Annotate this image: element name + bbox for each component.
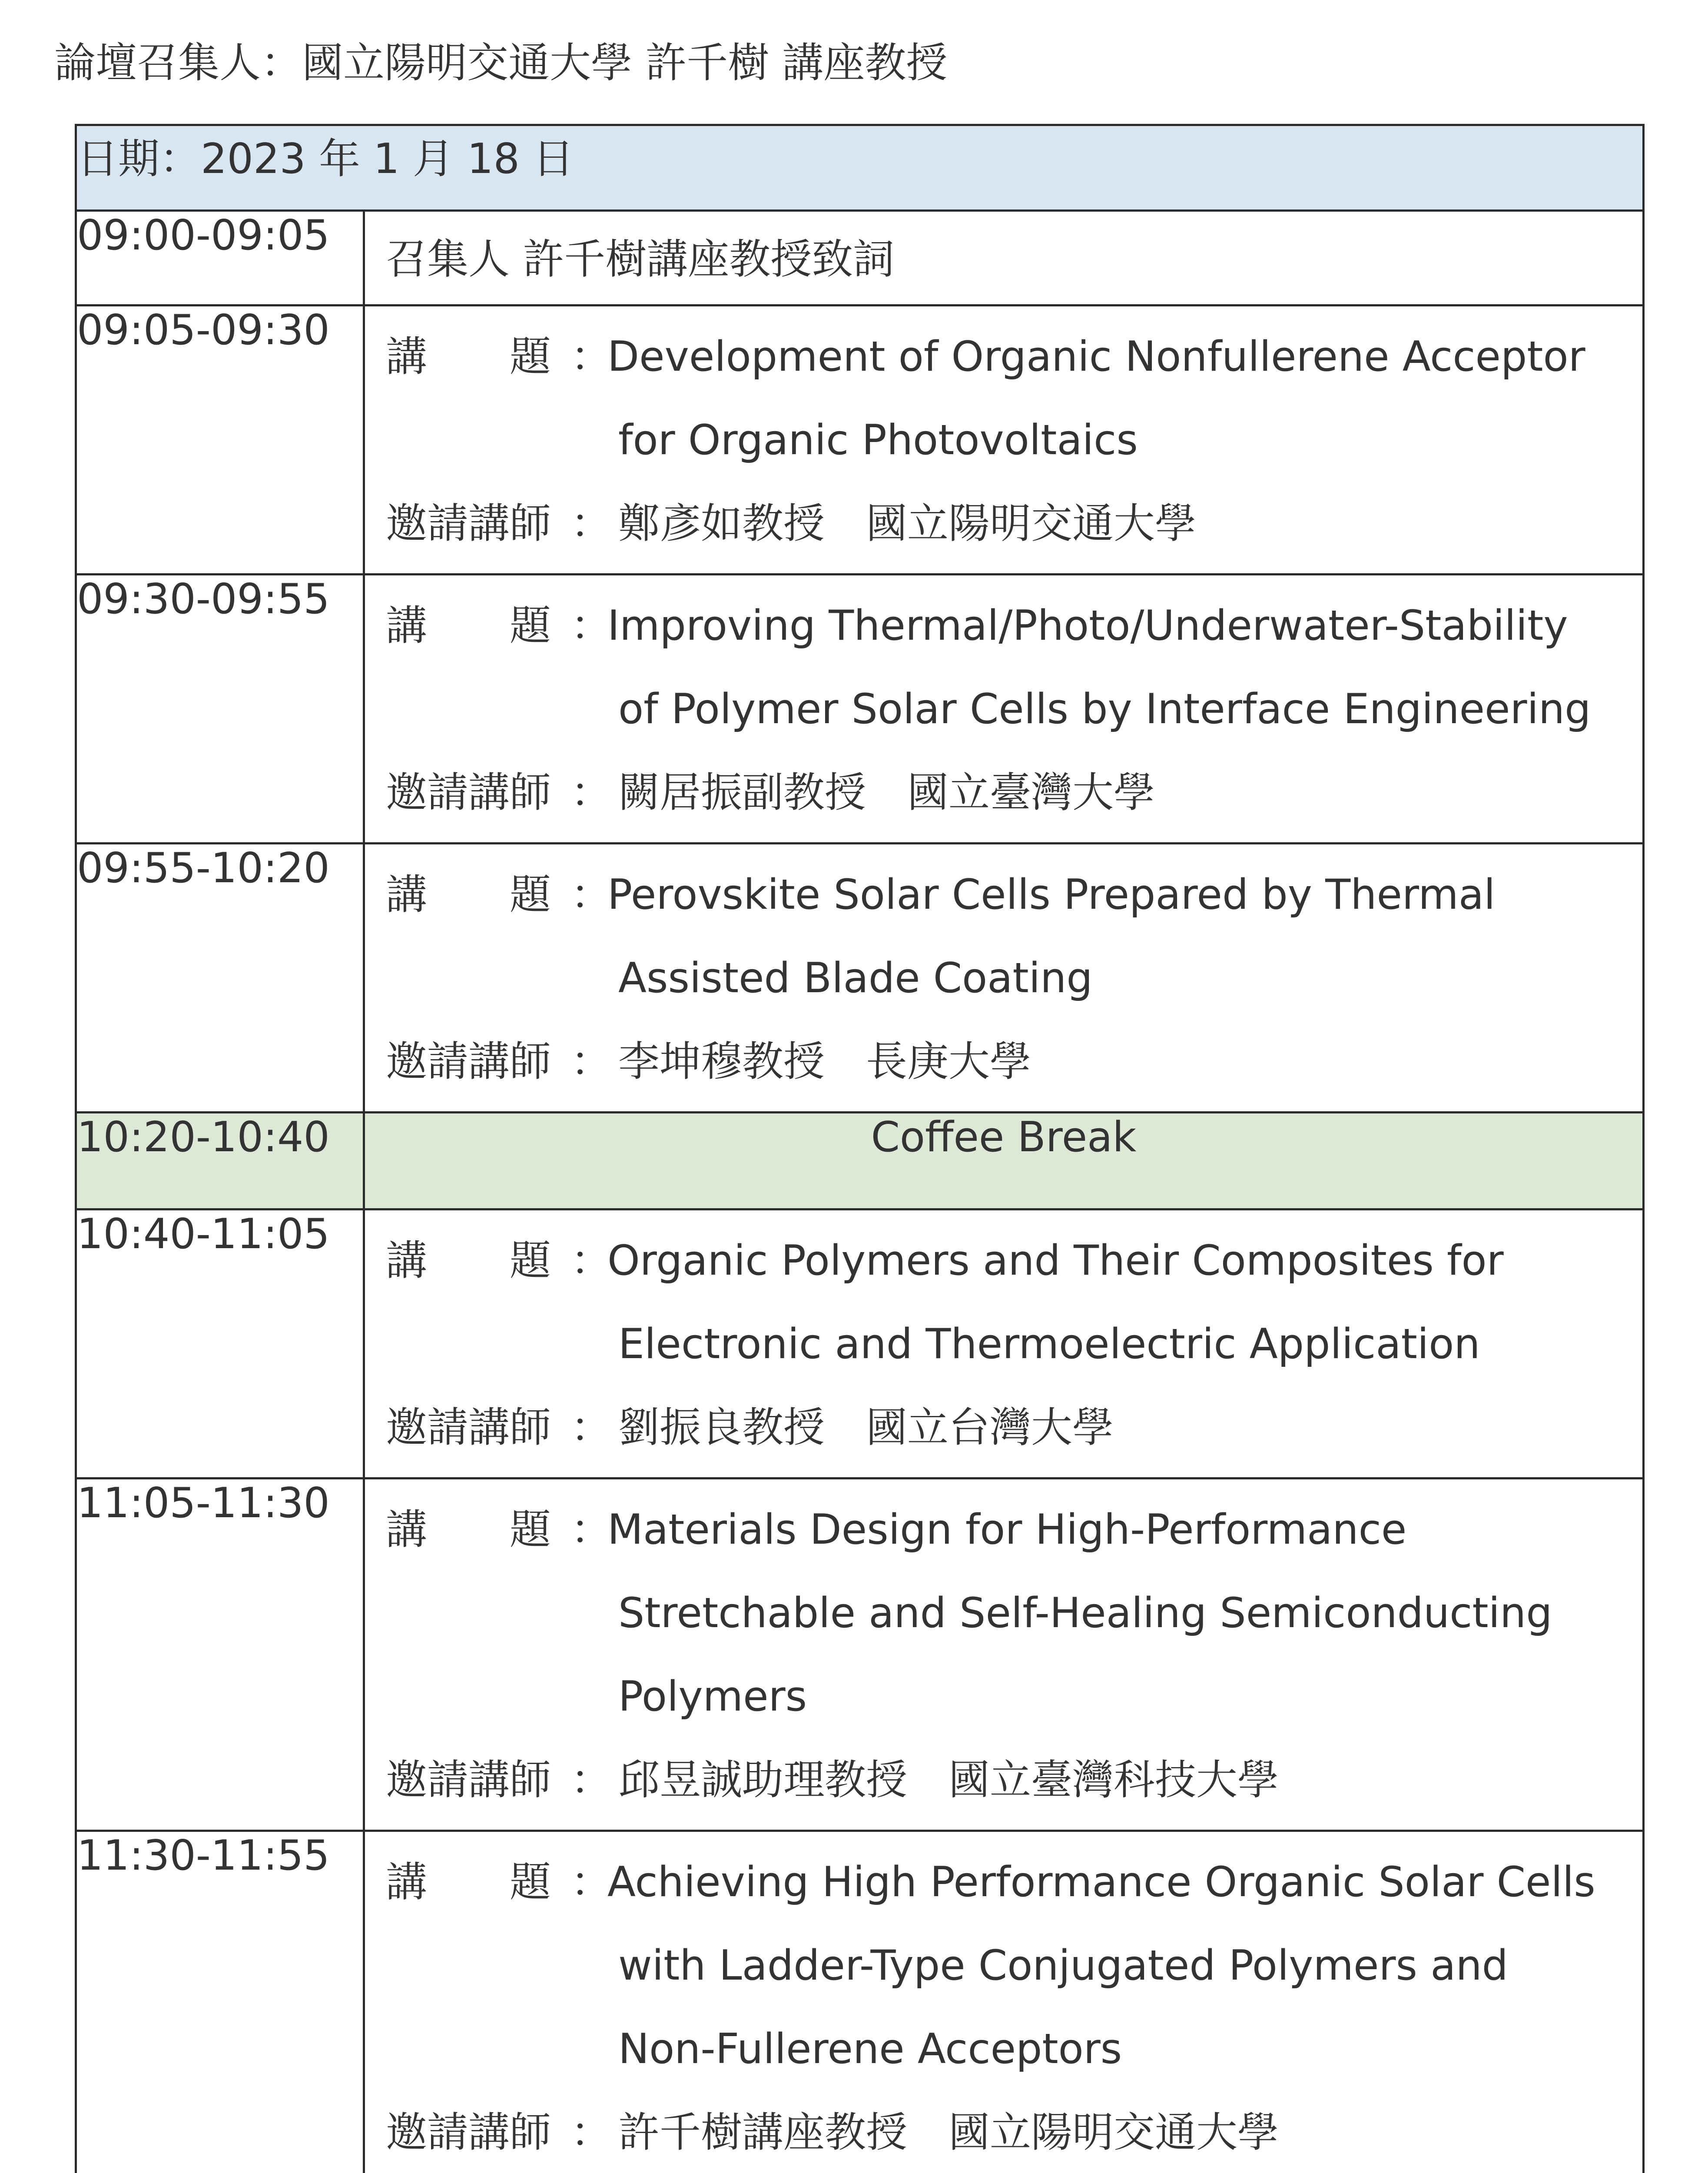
topic-line	[386, 853, 1642, 1020]
colon: ：	[570, 1506, 612, 1554]
colon: ：	[570, 1038, 612, 1086]
topic-label: 講 題	[386, 871, 551, 919]
talk-title-line: Materials Design for High-Performance	[607, 1506, 1407, 1554]
session-time: 10:20-10:40	[76, 1113, 364, 1209]
talk-title-line: Organic Polymers and Their Composites for	[607, 1237, 1504, 1285]
session-row	[76, 1479, 1644, 1831]
speaker-label: 邀請講師	[386, 1038, 551, 1086]
session-details	[364, 575, 1644, 844]
talk-title-line: for Organic Photovoltaics	[618, 416, 1138, 464]
session-text: 召集人 許千樹講座教授致詞	[364, 211, 1644, 306]
session-details	[364, 1479, 1644, 1831]
coffee-break-label: Coffee Break	[364, 1113, 1644, 1209]
colon: ：	[570, 602, 612, 650]
speaker-name: 闕居振副教授 國立臺灣大學	[618, 769, 1155, 817]
coffee-break-row	[76, 1113, 1644, 1209]
talk-title-line: Polymers	[618, 1673, 807, 1721]
talk-title	[607, 584, 1642, 751]
speaker-name: 劉振良教授 國立台灣大學	[618, 1404, 1114, 1452]
colon: ：	[570, 2109, 612, 2156]
convener-header: 論壇召集人：國立陽明交通大學 許千樹 講座教授	[54, 39, 948, 87]
topic-label: 講 題	[386, 333, 551, 381]
speaker-line	[386, 1386, 1642, 1469]
speaker-label: 邀請講師	[386, 1404, 551, 1452]
talk-title	[607, 1841, 1642, 2091]
talk-title-line: Electronic and Thermoelectric Application	[618, 1320, 1480, 1368]
agenda-table	[75, 124, 1645, 2173]
talk-title-line: Non-Fullerene Acceptors	[618, 2025, 1122, 2073]
session-time: 09:00-09:05	[76, 211, 364, 306]
topic-label: 講 題	[386, 1858, 551, 1906]
speaker-name: 鄭彥如教授 國立陽明交通大學	[618, 500, 1197, 548]
session-details	[364, 306, 1644, 575]
topic-line	[386, 1488, 1642, 1738]
colon: ：	[570, 1858, 612, 1906]
date-label: 日期：2023 年 1 月 18 日	[76, 125, 1644, 211]
topic-label: 講 題	[386, 1237, 551, 1285]
topic-line	[386, 1219, 1642, 1386]
talk-title-line: Improving Thermal/Photo/Underwater-Stability	[607, 602, 1568, 650]
talk-title	[607, 1219, 1642, 1386]
session-time: 09:30-09:55	[76, 575, 364, 844]
session-details	[364, 1831, 1644, 2173]
session-time: 09:55-10:20	[76, 844, 364, 1113]
colon: ：	[570, 333, 612, 381]
session-row	[76, 844, 1644, 1113]
talk-title-line: Assisted Blade Coating	[618, 954, 1093, 1002]
session-row	[76, 306, 1644, 575]
speaker-label: 邀請講師	[386, 500, 551, 548]
colon: ：	[570, 1404, 612, 1452]
topic-line	[386, 1841, 1642, 2091]
session-row-opening	[76, 211, 1644, 306]
talk-title	[607, 853, 1642, 1020]
speaker-name: 李坤穆教授 長庚大學	[618, 1038, 1031, 1086]
session-time: 11:05-11:30	[76, 1479, 364, 1831]
session-details	[364, 1209, 1644, 1479]
topic-label: 講 題	[386, 602, 551, 650]
speaker-label: 邀請講師	[386, 769, 551, 817]
speaker-line	[386, 482, 1642, 565]
speaker-label: 邀請講師	[386, 1756, 551, 1804]
speaker-line	[386, 2091, 1642, 2173]
talk-title-line: Development of Organic Nonfullerene Acceptor	[607, 333, 1585, 381]
talk-title	[607, 1488, 1642, 1738]
talk-title-line: Stretchable and Self-Healing Semiconducting	[618, 1589, 1552, 1637]
session-row	[76, 575, 1644, 844]
colon: ：	[570, 769, 612, 817]
talk-title-line: of Polymer Solar Cells by Interface Engineering	[618, 685, 1591, 733]
speaker-line	[386, 751, 1642, 834]
speaker-label: 邀請講師	[386, 2109, 551, 2156]
topic-line	[386, 584, 1642, 751]
talk-title	[607, 315, 1642, 482]
session-row	[76, 1209, 1644, 1479]
session-details	[364, 844, 1644, 1113]
date-row	[76, 125, 1644, 211]
speaker-line	[386, 1738, 1642, 1822]
session-time: 09:05-09:30	[76, 306, 364, 575]
colon: ：	[570, 1237, 612, 1285]
speaker-name: 許千樹講座教授 國立陽明交通大學	[618, 2109, 1279, 2156]
session-row	[76, 1831, 1644, 2173]
talk-title-line: Achieving High Performance Organic Solar Cells	[607, 1858, 1595, 1906]
colon: ：	[570, 871, 612, 919]
colon: ：	[570, 500, 612, 548]
talk-title-line: Perovskite Solar Cells Prepared by Thermal	[607, 871, 1496, 919]
talk-title-line: with Ladder-Type Conjugated Polymers and	[618, 1942, 1508, 1990]
session-time: 11:30-11:55	[76, 1831, 364, 2173]
speaker-line	[386, 1020, 1642, 1103]
topic-label: 講 題	[386, 1506, 551, 1554]
session-time: 10:40-11:05	[76, 1209, 364, 1479]
speaker-name: 邱昱誠助理教授 國立臺灣科技大學	[618, 1756, 1279, 1804]
colon: ：	[570, 1756, 612, 1804]
topic-line	[386, 315, 1642, 482]
